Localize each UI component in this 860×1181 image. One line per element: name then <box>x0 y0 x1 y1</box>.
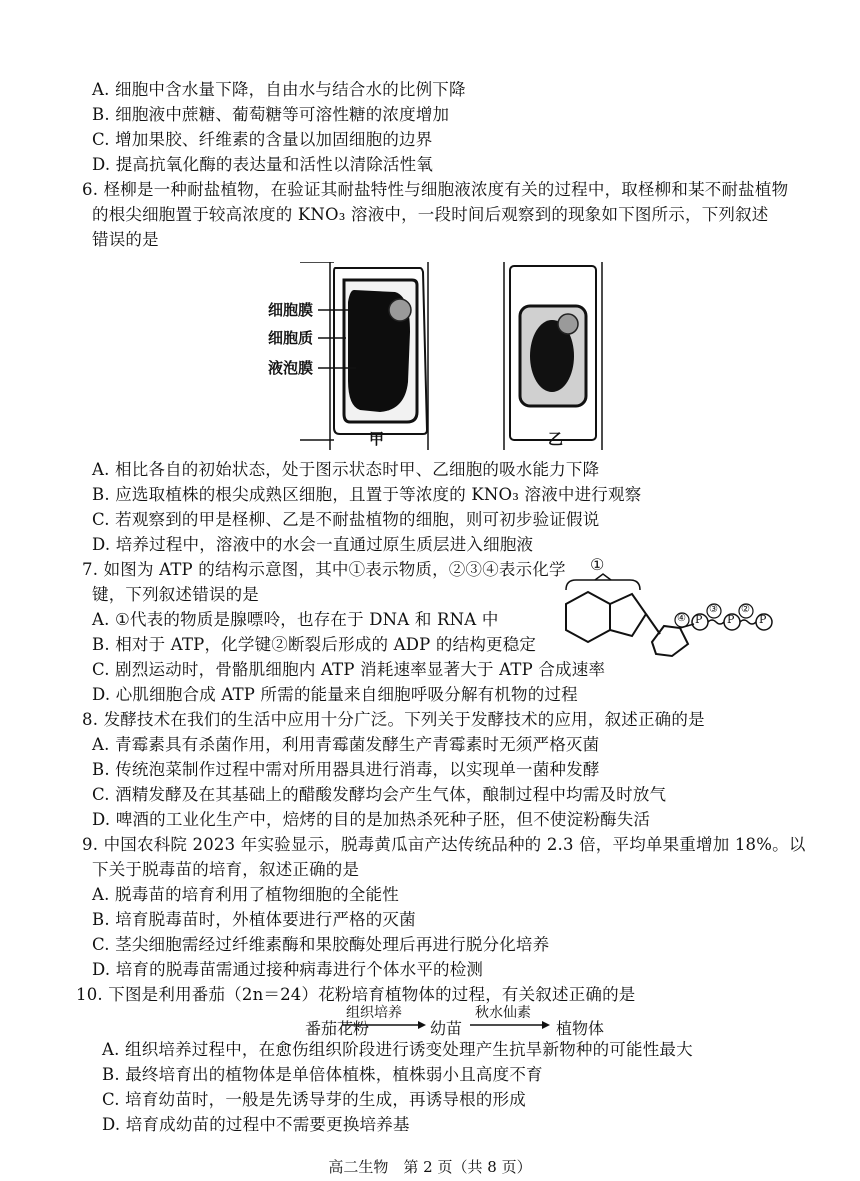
q9-option-d: D. 培育的脱毒苗需通过接种病毒进行个体水平的检测 <box>92 960 484 979</box>
figure-label-cell-membrane: 细胞膜 <box>268 301 314 319</box>
q6-stem-line-1: 6. 柽柳是一种耐盐植物，在验证其耐盐特性与细胞液浓度有关的过程中，取柽柳和某不耐盐植物 <box>82 180 789 199</box>
q7-option-d: D. 心肌细胞合成 ATP 所需的能量来自细胞呼吸分解有机物的过程 <box>92 685 578 704</box>
q7-option-c: C. 剧烈运动时，骨骼肌细胞内 ATP 消耗速率显著大于 ATP 合成速率 <box>92 660 606 679</box>
q6-stem-line-2: 的根尖细胞置于较高浓度的 KNO₃ 溶液中，一段时间后观察到的现象如下图所示，下列叙述 <box>92 205 769 224</box>
figure-label-tonoplast: 液泡膜 <box>268 359 314 377</box>
q6-option-a: A. 相比各自的初始状态，处于图示状态时甲、乙细胞的吸水能力下降 <box>92 460 600 479</box>
q8-option-c: C. 酒精发酵及在其基础上的醋酸发酵均会产生气体，酿制过程中均需及时放气 <box>92 785 667 804</box>
cell-jia <box>300 262 428 450</box>
figure-caption-jia: 甲 <box>369 430 385 448</box>
q9-stem-line-1: 9. 中国农科院 2023 年实验显示，脱毒黄瓜亩产达传统品种的 2.3 倍，平均单果重增加 18%。以 <box>82 835 806 854</box>
atp-bond-label-3: ③ <box>709 604 718 615</box>
atp-brace-label: ① <box>590 555 605 574</box>
q9-stem-line-2: 下关于脱毒苗的培育，叙述正确的是 <box>92 860 360 879</box>
atp-phosphate-1: P <box>695 613 703 626</box>
flow-arrow-1 <box>342 1018 426 1032</box>
flow-arrow-2 <box>470 1018 550 1032</box>
atp-phosphate-2: P <box>727 613 735 626</box>
q9-option-a: A. 脱毒苗的培育利用了植物细胞的全能性 <box>92 885 399 904</box>
q9-option-c: C. 茎尖细胞需经过纤维素酶和果胶酶处理后再进行脱分化培养 <box>92 935 550 954</box>
q8-option-a: A. 青霉素具有杀菌作用，利用青霉菌发酵生产青霉素时无须严格灭菌 <box>92 735 600 754</box>
page-footer: 高二生物 第 2 页（共 8 页） <box>328 1158 532 1176</box>
q6-option-c: C. 若观察到的甲是柽柳、乙是不耐盐植物的细胞，则可初步验证假说 <box>92 510 600 529</box>
atp-phosphate-3: P <box>759 613 767 626</box>
q8-option-d: D. 啤酒的工业化生产中，焙烤的目的是加热杀死种子胚，但不使淀粉酶失活 <box>92 810 651 829</box>
q7-stem-line-1: 7. 如图为 ATP 的结构示意图，其中①表示物质，②③④表示化学 <box>82 560 566 579</box>
q8-stem: 8. 发酵技术在我们的生活中应用十分广泛。下列关于发酵技术的应用，叙述正确的是 <box>82 710 705 729</box>
q8-option-b: B. 传统泡菜制作过程中需对所用器具进行消毒，以实现单一菌种发酵 <box>92 760 600 779</box>
q5-option-d: D. 提高抗氧化酶的表达量和活性以清除活性氧 <box>92 155 434 174</box>
q10-option-a: A. 组织培养过程中，在愈伤组织阶段进行诱变处理产生抗旱新物种的可能性最大 <box>102 1040 693 1059</box>
q10-option-c: C. 培育幼苗时，一般是先诱导芽的生成，再诱导根的形成 <box>102 1090 526 1109</box>
figure-caption-yi: 乙 <box>548 430 564 448</box>
q5-option-c: C. 增加果胶、纤维素的含量以加固细胞的边界 <box>92 130 433 149</box>
q6-stem-line-3: 错误的是 <box>92 230 159 249</box>
cell-yi <box>504 262 602 450</box>
flow-node-pollen: 番茄花粉 <box>305 1019 370 1038</box>
q7-stem-line-2: 键，下列叙述错误的是 <box>92 585 259 604</box>
flow-arrow-label-colchicine: 秋水仙素 <box>475 1005 531 1021</box>
q10-option-d: D. 培育成幼苗的过程中不需要更换培养基 <box>102 1115 410 1134</box>
figure-label-cytoplasm: 细胞质 <box>268 329 314 347</box>
q10-option-b: B. 最终培育出的植物体是单倍体植株，植株弱小且高度不育 <box>102 1065 543 1084</box>
atp-bond-label-4: ④ <box>677 613 686 624</box>
q10-stem: 10. 下图是利用番茄（2n＝24）花粉培育植物体的过程，有关叙述正确的是 <box>76 985 636 1004</box>
q7-option-a: A. ①代表的物质是腺嘌呤，也存在于 DNA 和 RNA 中 <box>92 610 499 629</box>
flow-node-plant: 植物体 <box>556 1019 605 1038</box>
q9-option-b: B. 培育脱毒苗时，外植体要进行严格的灭菌 <box>92 910 416 929</box>
q6-option-d: D. 培养过程中，溶液中的水会一直通过原生质层进入细胞液 <box>92 535 534 554</box>
flow-node-seedling: 幼苗 <box>430 1019 463 1038</box>
q5-option-a: A. 细胞中含水量下降，自由水与结合水的比例下降 <box>92 80 466 99</box>
atp-bond-label-2: ② <box>741 604 750 615</box>
q5-option-b: B. 细胞液中蔗糖、葡萄糖等可溶性糖的浓度增加 <box>92 105 450 124</box>
q6-option-b: B. 应选取植株的根尖成熟区细胞，且置于等浓度的 KNO₃ 溶液中进行观察 <box>92 485 642 504</box>
flow-arrow-label-tissue-culture: 组织培养 <box>346 1005 402 1021</box>
q7-option-b: B. 相对于 ATP，化学键②断裂后形成的 ADP 的结构更稳定 <box>92 635 537 654</box>
